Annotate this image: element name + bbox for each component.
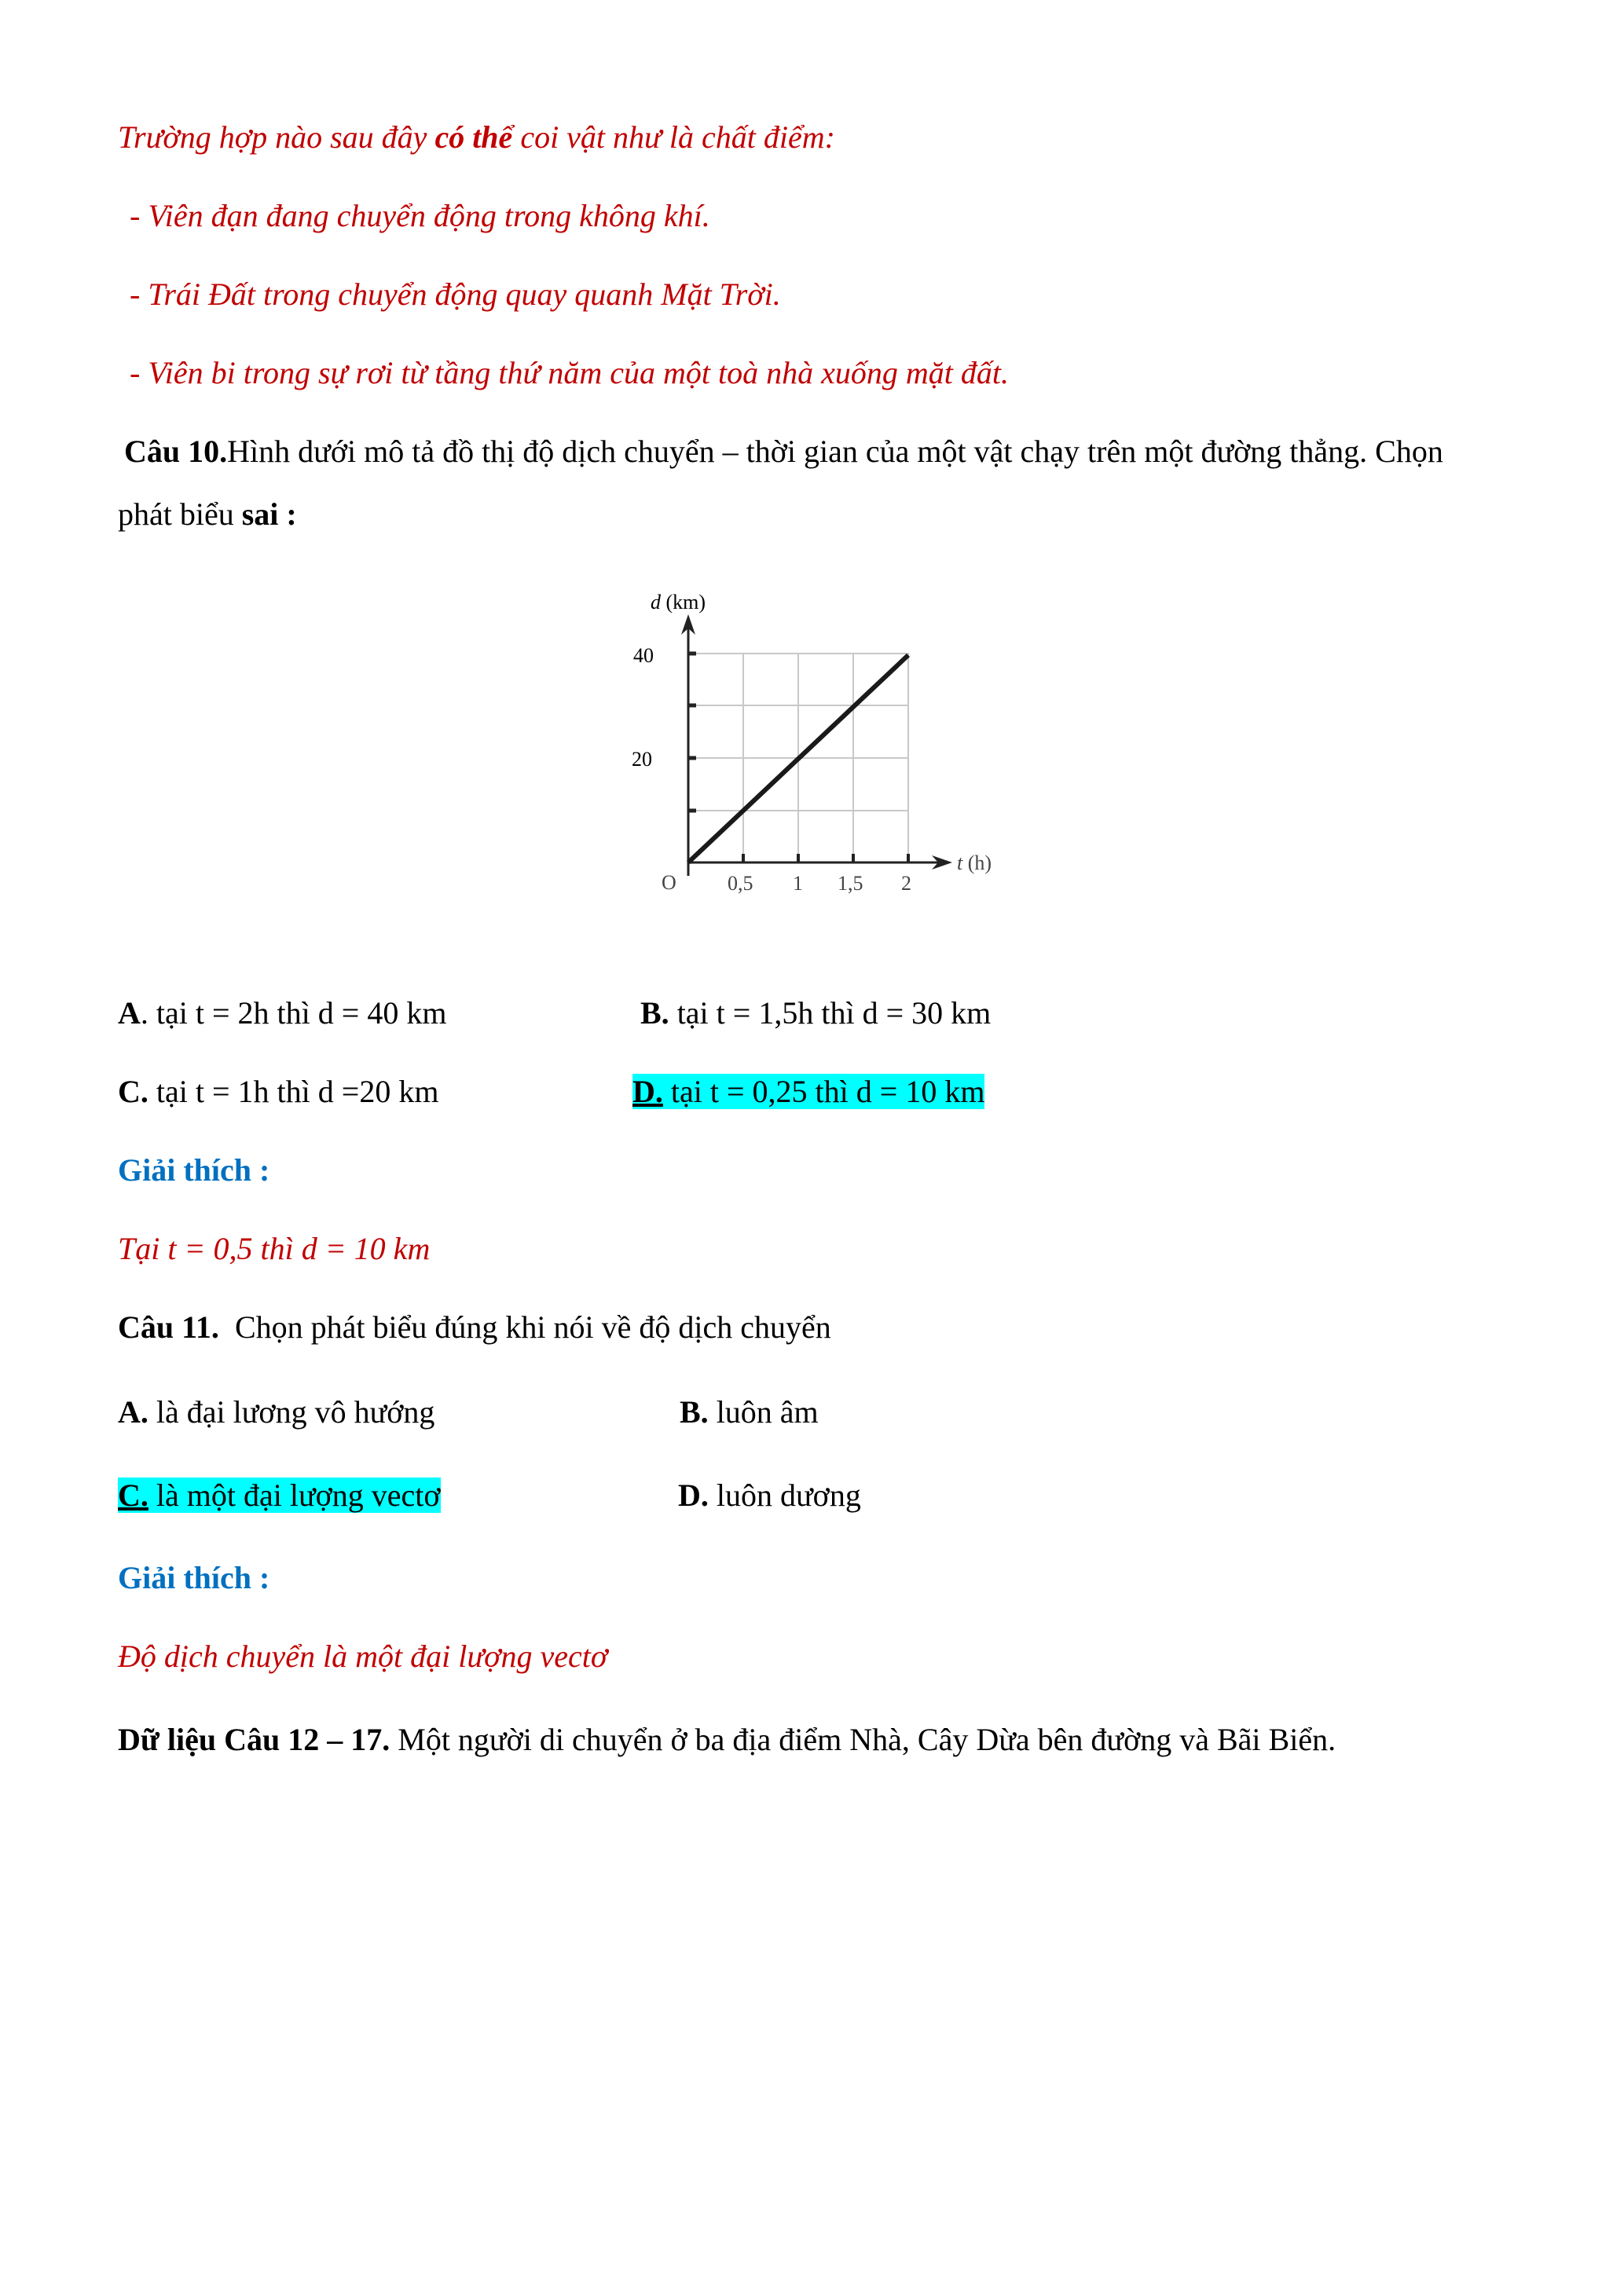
data-label: Dữ liệu Câu 12 – 17. — [118, 1722, 390, 1757]
option-text: tại t = 1,5h thì d = 30 km — [669, 995, 992, 1031]
q10-question — [124, 433, 1443, 471]
option-text: luôn dương — [708, 1478, 861, 1513]
q10-question-line2 — [118, 496, 297, 533]
x-tick-0-5: 0,5 — [728, 872, 753, 895]
q11-option-d — [678, 1477, 861, 1514]
intro-text: Trường hợp nào sau đây — [118, 119, 435, 155]
prev-item-1: - Viên đạn đang chuyển động trong không khí. — [130, 198, 710, 233]
option-text: tại t = 1h thì d =20 km — [148, 1074, 439, 1109]
prev-intro — [118, 119, 835, 156]
q11-explanation-heading: Giải thích : — [118, 1560, 270, 1595]
option-text: là một đại lượng vectơ — [148, 1478, 441, 1513]
option-text: tại t = 0,25 thì d = 10 km — [662, 1074, 985, 1109]
q11-label: Câu 11. — [118, 1309, 219, 1345]
x-tick-2: 2 — [901, 872, 911, 895]
option-text: tại t = 2h thì d = 40 km — [148, 995, 447, 1031]
q10-text-2: phát biểu — [118, 496, 242, 532]
x-tick-1: 1 — [793, 872, 803, 895]
q11-text: Chọn phát biểu đúng khi nói về độ dịch chuyển — [218, 1309, 831, 1345]
x-tick-1-5: 1,5 — [838, 872, 863, 895]
data-text: Một người di chuyển ở ba địa điểm Nhà, Cây Dừa bên đường và Bãi Biển. — [390, 1722, 1336, 1757]
q10-option-a — [118, 994, 446, 1032]
option-key: B. — [640, 995, 669, 1031]
correct-answer-highlight — [118, 1478, 441, 1513]
q10-explanation: Tại t = 0,5 thì d = 10 km — [118, 1231, 431, 1266]
option-key: C. — [118, 1478, 148, 1513]
origin-label: O — [662, 871, 676, 894]
y-axis-label: d (km) — [651, 591, 706, 613]
intro-bold: có thể — [434, 119, 513, 155]
option-key: A — [118, 995, 141, 1031]
prev-item-2: - Trái Đất trong chuyển động quay quanh Mặt Trời. — [130, 276, 781, 312]
q10-option-d — [632, 1073, 984, 1111]
y-tick-40: 40 — [633, 644, 654, 667]
option-key: B. — [680, 1394, 709, 1430]
q10-label: Câu 10. — [124, 434, 228, 469]
q10-option-b — [640, 994, 991, 1032]
option-key: A. — [118, 1394, 148, 1430]
q11-option-c — [118, 1477, 441, 1514]
q11-explanation: Độ dịch chuyển là một đại lượng vectơ — [118, 1639, 608, 1674]
y-tick-20: 20 — [632, 748, 652, 771]
option-text: luôn âm — [708, 1394, 819, 1430]
q10-sai: sai : — [241, 496, 297, 532]
q10-option-c — [118, 1073, 438, 1111]
option-sep: . — [140, 995, 148, 1031]
option-text: là đại lương vô hướng — [148, 1394, 435, 1430]
data-12-17 — [118, 1721, 1336, 1759]
q11-option-b — [680, 1393, 819, 1431]
option-key: D. — [678, 1478, 709, 1513]
q10-text: Hình dưới mô tả đồ thị độ dịch chuyển – thời gian của một vật chạy trên một đường thẳng. Chọn — [227, 434, 1443, 469]
q11-option-a — [118, 1393, 434, 1431]
q11-question — [118, 1309, 831, 1346]
correct-answer-highlight — [632, 1074, 984, 1109]
intro-text-end: coi vật như là chất điểm: — [512, 119, 835, 155]
option-key: C. — [118, 1074, 148, 1109]
displacement-time-chart — [613, 566, 1053, 911]
option-key: D. — [632, 1074, 663, 1109]
q10-explanation-heading: Giải thích : — [118, 1152, 270, 1188]
x-axis-label: t (h) — [957, 851, 992, 874]
prev-item-3: - Viên bi trong sự rơi từ tầng thứ năm của một toà nhà xuống mặt đất. — [130, 355, 1009, 390]
